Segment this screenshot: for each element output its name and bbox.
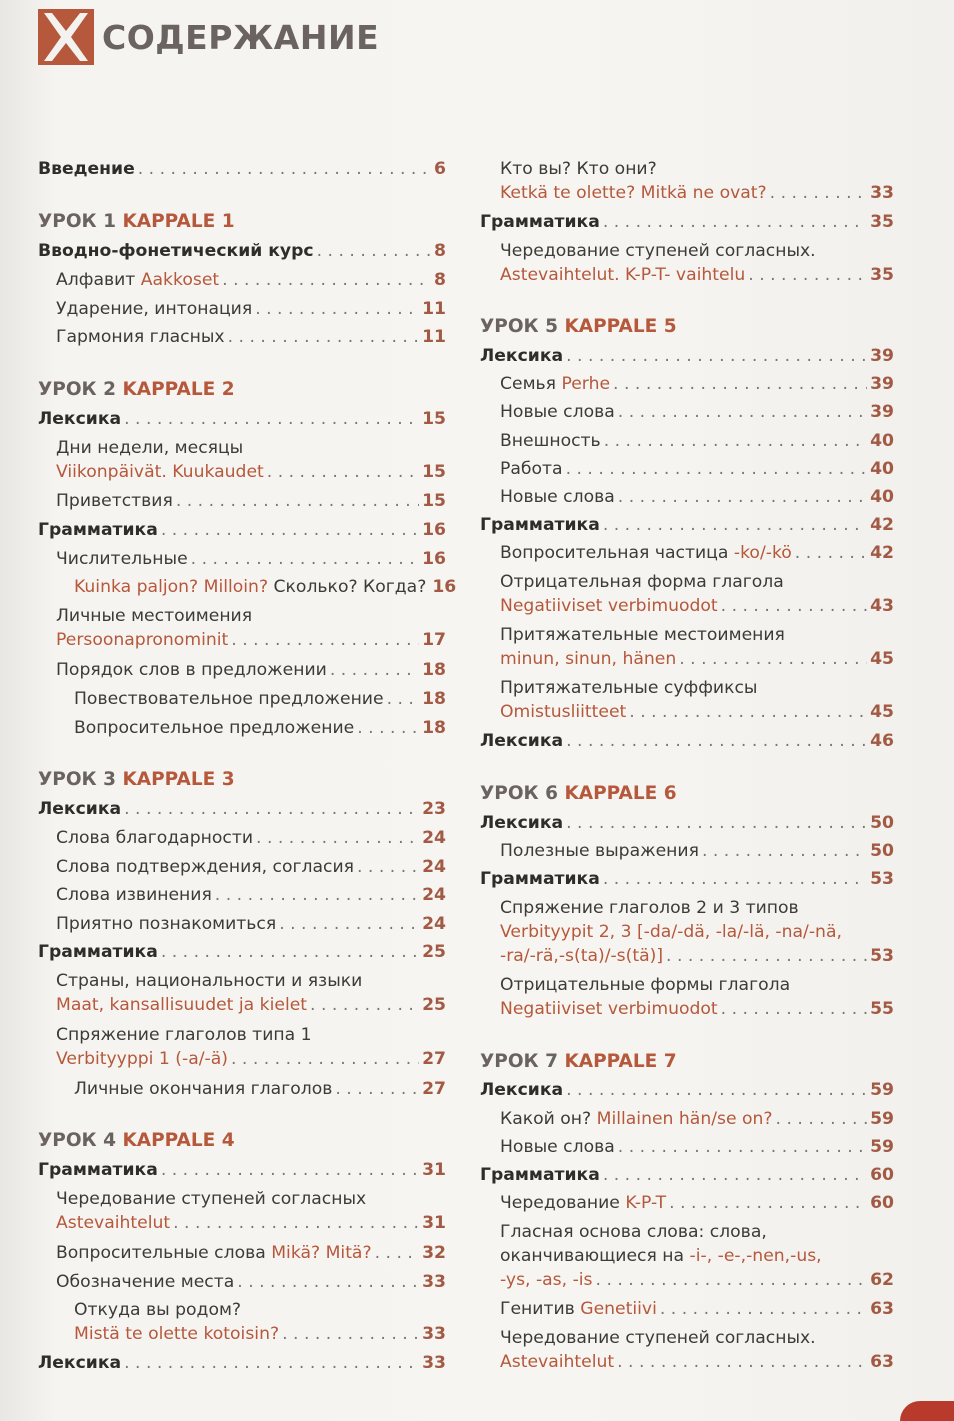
page-title: СОДЕРЖАНИЕ — [102, 17, 380, 57]
toc-entry-negative-form[interactable]: Отрицательная форма глагола Negatiiviset verbimuodot . . . 43 — [480, 570, 894, 618]
toc-entry-vowel-harmony[interactable]: Гармония гласных . . . 11 — [38, 325, 446, 349]
toc-entry-question-particle[interactable]: Вопросительная частица -ko/-kö . . . 42 — [480, 541, 894, 565]
toc-entry-useful-phrases[interactable]: Полезные выражения . . . 50 — [480, 839, 894, 863]
toc-entry-phonetic-course[interactable]: Вводно-фонетический курс . . . 8 — [38, 239, 446, 263]
toc-entry-lexika[interactable]: Лексика . . . 39 — [480, 344, 894, 368]
toc-entry-lexika[interactable]: Лексика . . . 15 — [38, 407, 446, 431]
toc-entry-interrogative[interactable]: Вопросительное предложение . . . 18 — [38, 716, 446, 740]
toc-entry-negative-forms[interactable]: Отрицательные формы глагола Negatiiviset verbimuodot . . . 55 — [480, 973, 894, 1021]
toc-entry-verb-endings[interactable]: Личные окончания глаголов . . . 27 — [38, 1077, 446, 1101]
unit-heading-5: УРОК 5 KAPPALE 5 — [480, 316, 677, 337]
toc-entry-place[interactable]: Обозначение места . . . 33 — [38, 1270, 446, 1294]
toc-entry-grammar[interactable]: Грамматика . . . 16 — [38, 518, 446, 542]
page-header — [38, 8, 379, 66]
toc-entry-lexika[interactable]: Лексика . . . 46 — [480, 729, 894, 753]
toc-entry-countries[interactable]: Страны, национальности и языки Maat, kansallisuudet ja kielet . . . 25 — [38, 969, 446, 1017]
toc-entry-vowel-stem[interactable]: Гласная основа слова: слова, оканчивающиеся на -i-, -e-,-nen,-us, -ys, -as, -is . . . 62 — [480, 1220, 894, 1292]
toc-entry-word-order[interactable]: Порядок слов в предложении . . . 18 — [38, 658, 446, 682]
toc-entry-thanks[interactable]: Слова благодарности . . . 24 — [38, 826, 446, 850]
toc-entry-lexika[interactable]: Лексика . . . 50 — [480, 811, 894, 835]
toc-entry-possessive-pronouns[interactable]: Притяжательные местоимения minun, sinun, hänen . . . 45 — [480, 623, 894, 671]
toc-entry-new-words[interactable]: Новые слова . . . 39 — [480, 400, 894, 424]
toc-entry-kpt[interactable]: Чередование K-P-T . . . 60 — [480, 1191, 894, 1215]
unit-heading-7: УРОК 7 KAPPALE 7 — [480, 1051, 677, 1072]
toc-entry-agreement[interactable]: Слова подтверждения, согласия . . . 24 — [38, 855, 446, 879]
toc-entry-lexika[interactable]: Лексика . . . 33 — [38, 1351, 446, 1375]
toc-entry-lexika[interactable]: Лексика . . . 59 — [480, 1078, 894, 1102]
toc-entry-intro[interactable]: Введение . . . 6 — [38, 157, 446, 181]
toc-entry-what-like[interactable]: Какой он? Millainen hän/se on? . . . 59 — [480, 1107, 894, 1131]
toc-entry-question-words[interactable]: Вопросительные слова Mikä? Mitä? . . . 32 — [38, 1241, 446, 1265]
toc-entry-apology[interactable]: Слова извинения . . . 24 — [38, 883, 446, 907]
toc-entry-verb-types-2-3[interactable]: Спряжение глаголов 2 и 3 типов Verbityypit 2, 3 [-da/-dä, -la/-lä, -na/-nä, -ra/-rä,-s(ta)/-s(tä)] . . . 53 — [480, 896, 894, 968]
toc-entry-pronouns[interactable]: Личные местоимения Persoonapronominit . . . 17 — [38, 604, 446, 652]
toc-entry-numerals[interactable]: Числительные . . . 16 — [38, 547, 446, 571]
toc-entry-appearance[interactable]: Внешность . . . 40 — [480, 429, 894, 453]
toc-entry-new-words[interactable]: Новые слова . . . 40 — [480, 485, 894, 509]
toc-entry-kpt-gradation[interactable]: Чередование ступеней согласных. Astevaihtelut. K-P-T- vaihtelu . . . 35 — [480, 239, 894, 287]
toc-entry-grammar[interactable]: Грамматика . . . 42 — [480, 513, 894, 537]
toc-entry-new-words[interactable]: Новые слова . . . 59 — [480, 1135, 894, 1159]
crossed-x-logo-icon — [38, 9, 94, 65]
toc-entry-work[interactable]: Работа . . . 40 — [480, 457, 894, 481]
toc-entry-declarative[interactable]: Повествовательное предложение . . . 18 — [38, 687, 446, 711]
toc-entry-greetings[interactable]: Приветствия . . . 15 — [38, 489, 446, 513]
toc-entry-days[interactable]: Дни недели, месяцы Viikonpäivät. Kuukaudet . . . 15 — [38, 436, 446, 484]
toc-entry-kuinka[interactable]: Kuinka paljon? Milloin? Сколько? Когда? 16 — [74, 577, 457, 597]
toc-entry-verb-type-1[interactable]: Спряжение глаголов типа 1 Verbityyppi 1 (-a/-ä) . . . 27 — [38, 1023, 446, 1071]
toc-entry-possessive-suffixes[interactable]: Притяжательные суффиксы Omistusliitteet . . . 45 — [480, 676, 894, 724]
toc-entry-who[interactable]: Кто вы? Кто они? Ketkä te olette? Mitkä ne ovat? . . . 33 — [480, 157, 894, 205]
toc-entry-grammar[interactable]: Грамматика . . . 35 — [480, 210, 894, 234]
unit-heading-2: УРОК 2 KAPPALE 2 — [38, 379, 235, 400]
unit-heading-4: УРОК 4 KAPPALE 4 — [38, 1130, 235, 1151]
toc-entry-grammar[interactable]: Грамматика . . . 60 — [480, 1163, 894, 1187]
toc-entry-consonant-gradation[interactable]: Чередование ступеней согласных. Astevaihtelut . . . 63 — [480, 1326, 894, 1374]
toc-entry-alphabet[interactable]: Алфавит Aakkoset . . . 8 — [38, 268, 446, 292]
toc-entry-family[interactable]: Семья Perhe . . . 39 — [480, 372, 894, 396]
unit-heading-1: УРОК 1 KAPPALE 1 — [38, 211, 235, 232]
toc-entry-grammar[interactable]: Грамматика . . . 25 — [38, 940, 446, 964]
toc-entry-nice-to-meet[interactable]: Приятно познакомиться . . . 24 — [38, 912, 446, 936]
toc-entry-gradation[interactable]: Чередование ступеней согласных Astevaihtelut . . . 31 — [38, 1187, 446, 1235]
toc-entry-origin[interactable]: Откуда вы родом? Mistä te olette kotoisin? . . . 33 — [38, 1298, 446, 1346]
unit-heading-6: УРОК 6 KAPPALE 6 — [480, 783, 677, 804]
toc-entry-lexika[interactable]: Лексика . . . 23 — [38, 797, 446, 821]
unit-heading-3: УРОК 3 KAPPALE 3 — [38, 769, 235, 790]
toc-entry-genitive[interactable]: Генитив Genetiivi . . . 63 — [480, 1297, 894, 1321]
corner-decoration — [900, 1401, 954, 1421]
toc-entry-stress[interactable]: Ударение, интонация . . . 11 — [38, 297, 446, 321]
toc-entry-grammar[interactable]: Грамматика . . . 53 — [480, 867, 894, 891]
toc-entry-grammar[interactable]: Грамматика . . . 31 — [38, 1158, 446, 1182]
